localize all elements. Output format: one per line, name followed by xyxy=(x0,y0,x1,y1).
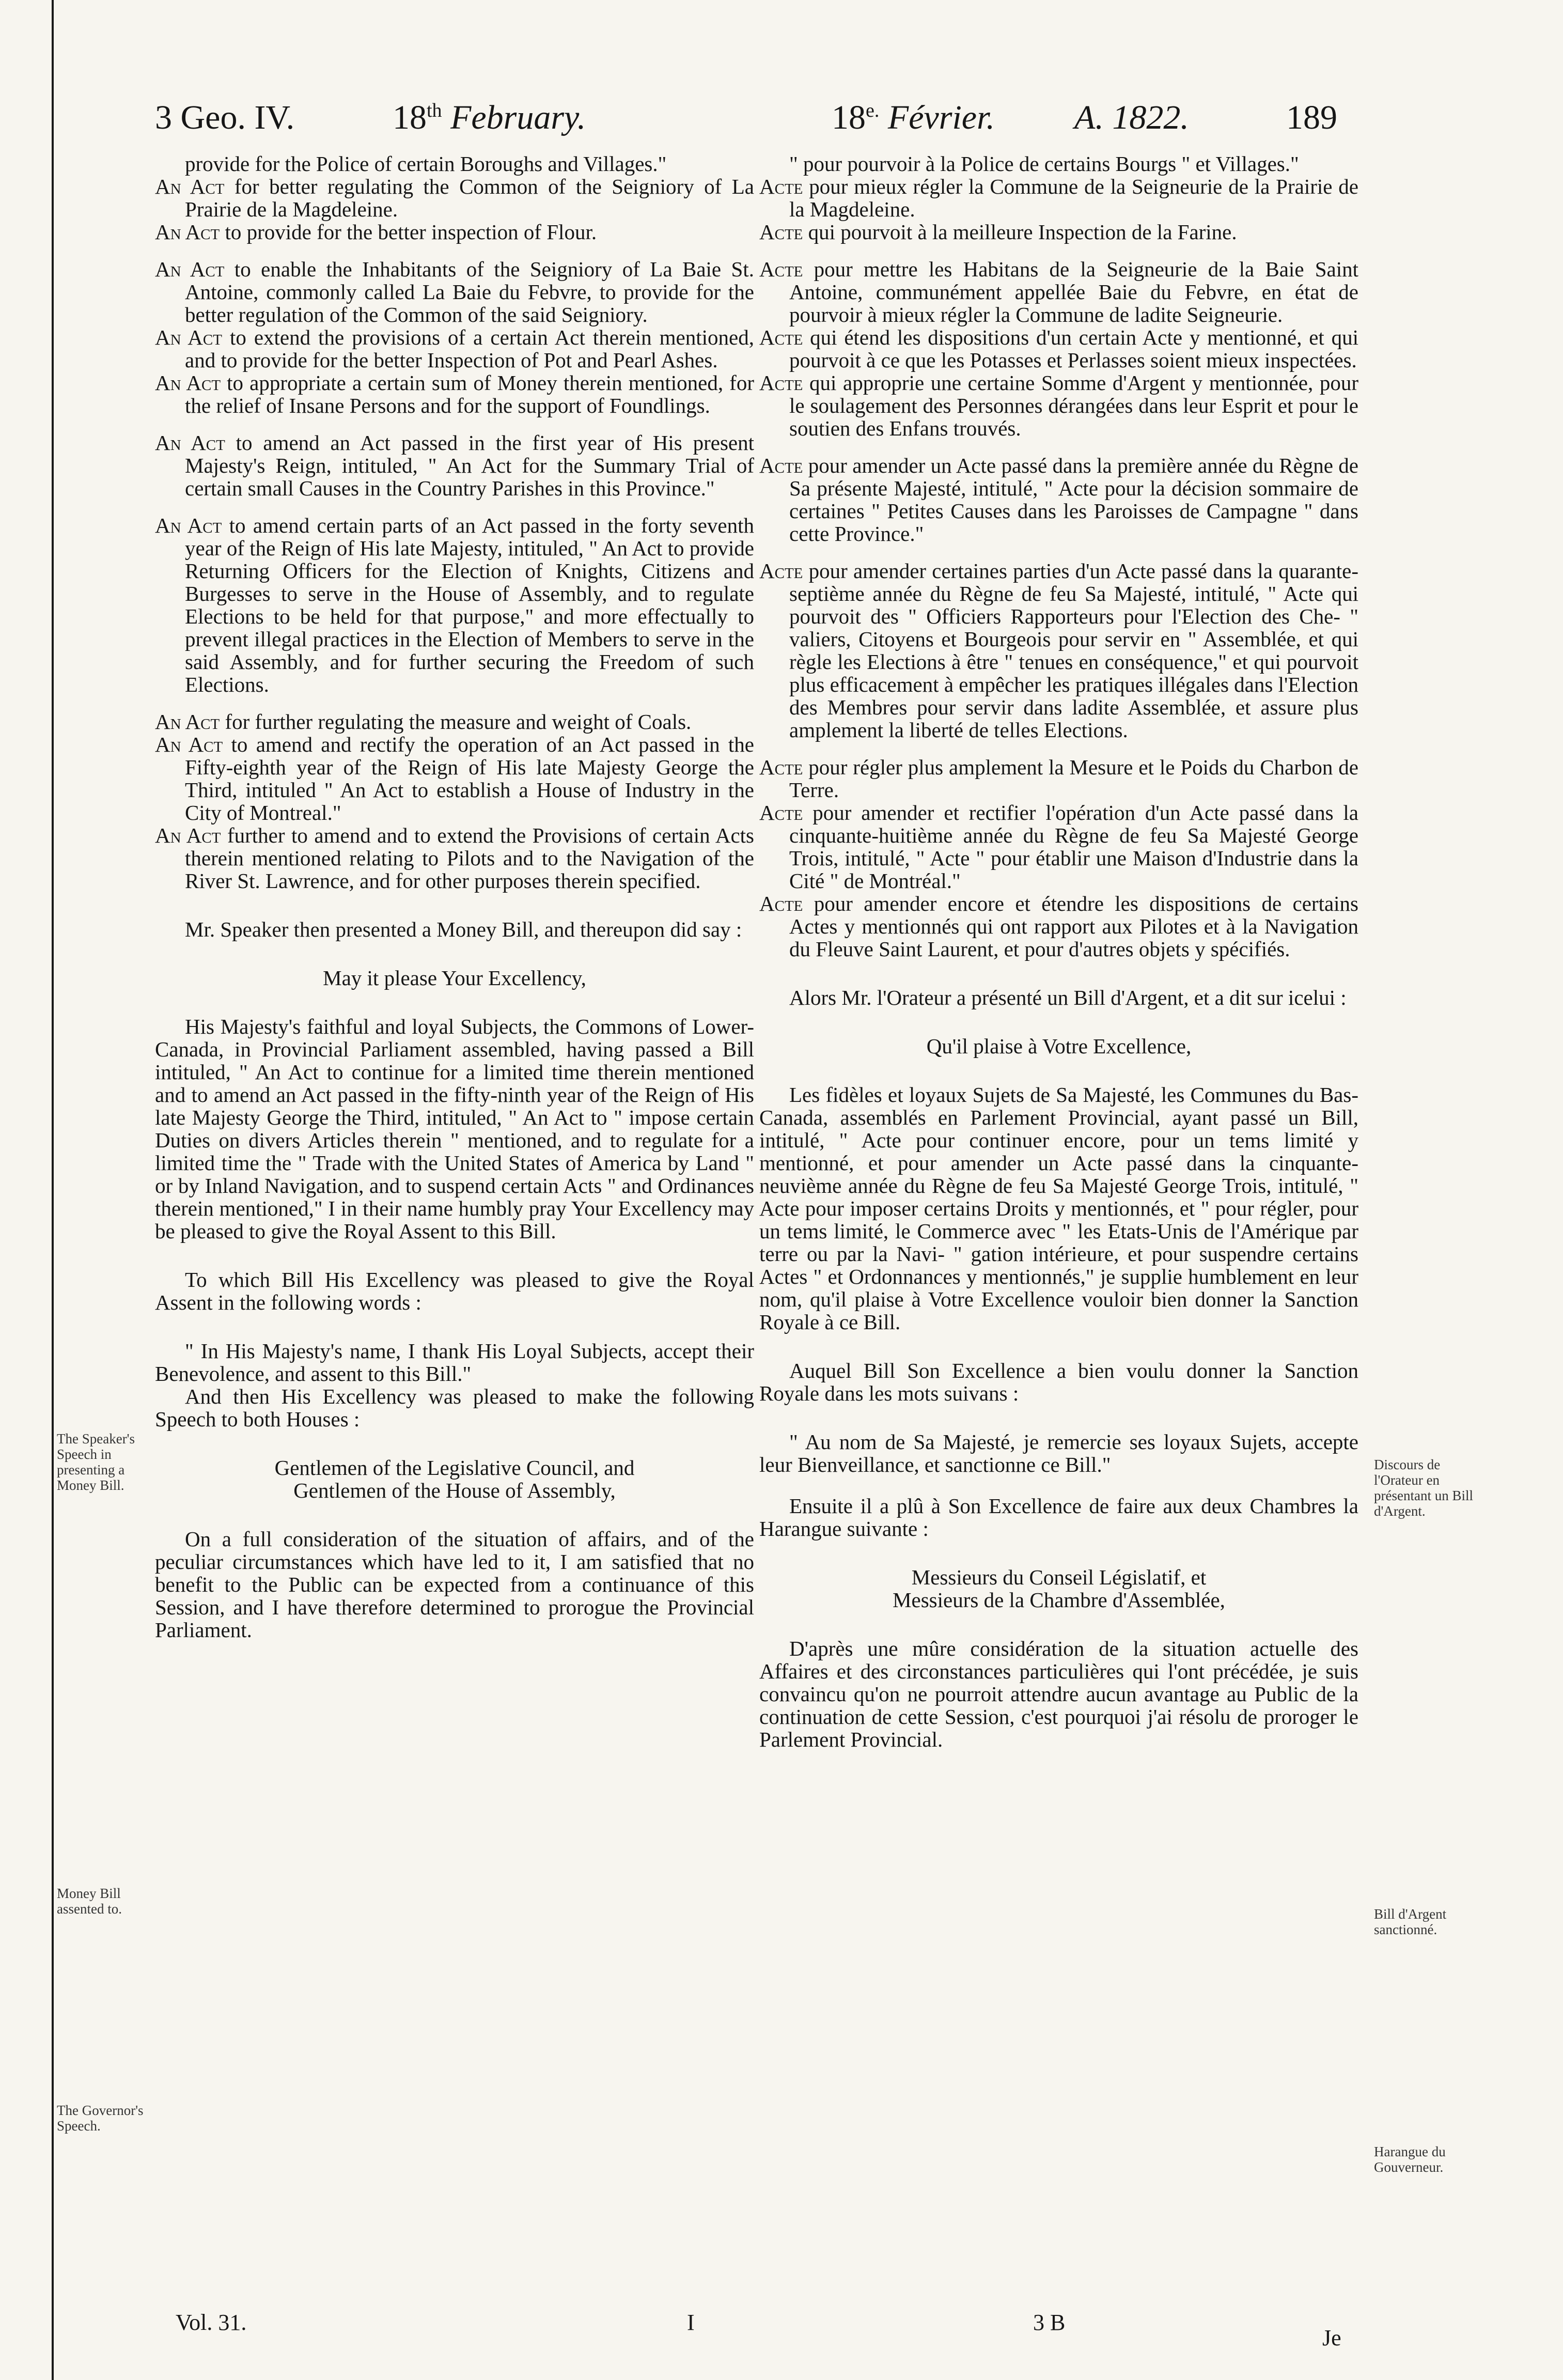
english-column xyxy=(155,152,754,1641)
running-header xyxy=(155,98,1369,155)
act-prefix: An Act xyxy=(155,257,225,281)
margin-note-governor-fr: Harangue du Gouverneur. xyxy=(1374,2144,1446,2175)
date-en: 18th February. xyxy=(393,99,586,136)
french-acts xyxy=(759,152,1358,960)
act-text: to enable the Inhabitants of the Seigniory of La Baie St. Antoine, commonly called La Baie du Febvre, to provide for the better regulation of the Common of the said Seigniory. xyxy=(185,257,754,326)
act-prefix: Acte xyxy=(759,220,803,244)
act-prefix: Acte xyxy=(759,175,803,198)
act-text: pour amender certaines parties d'un Acte passé dans la quarante-septième année du Règne de feu Sa Majesté, intitulé, " Acte qui pourvoit des " Officiers Rapporteurs pour l'Election des Che- " valiers, Citoyens et Bourgeois pour servir en " Assemblée, et qui règle les Elections à être " tenues en conséquence," et qui pourvoit plus efficacement à empêcher les pratiques illégales dans l'Election des Membres pour servir dans ladite Assemblée, et assure plus amplement la liberté de telles Elections. xyxy=(789,559,1358,742)
speaker-intro-fr: Alors Mr. l'Orateur a présenté un Bill d'Argent, et a dit sur icelui : xyxy=(789,986,1347,1009)
act-entry-fr xyxy=(759,756,1358,801)
act-text: to amend an Act passed in the first year of His present Majesty's Reign, intituled, " An Act for the Summary Trial of certain small Causes in the Country Parishes in this Province." xyxy=(185,431,754,500)
act-prefix: Acte xyxy=(759,559,803,583)
assent-en: " In His Majesty's name, I thank His Loyal Subjects, accept their Benevolence, and assent to this Bill." xyxy=(155,1339,754,1386)
salutation-en: May it please Your Excellency, xyxy=(323,966,586,990)
act-entry-fr xyxy=(759,258,1358,326)
act-text: for further regulating the measure and weight of Coals. xyxy=(220,710,692,734)
volume: Vol. 31. xyxy=(176,2310,247,2335)
act-entry-fr xyxy=(759,371,1358,440)
act-prefix: An Act xyxy=(155,431,225,455)
year: A. 1822. xyxy=(1074,99,1189,136)
act-prefix: Acte xyxy=(759,801,803,825)
act-text: to amend certain parts of an Act passed in the forty seventh year of the Reign of His late Majesty, intituled, " An Act to provide Returning Officers for the Election of Knights, Citizens and Burgesses to serve in the House of Assembly, and to regulate Elections to be held for that purpose," and more effectually to prevent illegal practices in the Election of Members to serve in the said Assembly, and for further securing the Freedom of such Elections. xyxy=(185,514,754,696)
act-entry-en xyxy=(155,152,754,175)
catchword: Je xyxy=(1322,2325,1341,2351)
assent-intro-fr: Auquel Bill Son Excellence a bien voulu donner la Sanction Royale dans les mots suivans : xyxy=(759,1359,1358,1405)
act-entry-en xyxy=(155,326,754,371)
act-text: pour amender un Acte passé dans la première année du Règne de Sa présente Majesté, intitulé, " Acte pour la décision sommaire de certaines " Petites Causes dans les Paroisses de Campagne " dans cette Province." xyxy=(789,454,1358,546)
act-text: pour amender et rectifier l'opération d'un Acte passé dans la cinquante-huitième année du Règne de feu Sa Majesté George Trois, intitulé, " Acte " pour établir une Maison d'Industrie dans la Cité " de Montréal." xyxy=(789,801,1358,893)
act-entry-en xyxy=(155,258,754,326)
salutation-fr: Qu'il plaise à Votre Excellence, xyxy=(926,1034,1192,1058)
act-entry-en xyxy=(155,733,754,824)
act-entry-en xyxy=(155,824,754,892)
act-prefix: Acte xyxy=(759,755,803,779)
act-entry-fr xyxy=(759,326,1358,371)
act-entry-en xyxy=(155,371,754,417)
assent-intro-en: To which Bill His Excellency was pleased to give the Royal Assent in the following words : xyxy=(155,1268,754,1314)
governor-speech-fr: D'après une mûre considération de la situation actuelle des Affaires et des circonstances particulières qui l'ont précédée, je suis convaincu qu'on ne pourroit attendre aucun avantage au Public de la continuation de cette Session, c'est pourquoi j'ai résolu de proroger le Parlement Provincial. xyxy=(759,1637,1358,1751)
act-text: qui étend les dispositions d'un certain Acte y mentionné, et qui pourvoit à ce que les Potasses et Perlasses soient mieux inspectées. xyxy=(789,325,1358,372)
signature-left: I xyxy=(687,2310,695,2335)
act-prefix: Acte xyxy=(759,454,803,477)
act-entry-en xyxy=(155,710,754,733)
governor-speech-en: On a full consideration of the situation of affairs, and of the peculiar circumstances which have led to it, I am satisfied that no benefit to the Public can be expected from a continuance of this Session, and I have therefore determined to prorogue the Provincial Parliament. xyxy=(155,1527,754,1642)
act-text: to amend and rectify the operation of an Act passed in the Fifty-eighth year of the Reign of His late Majesty George the Third, intituled " An Act to establish a House of Industry in the City of Montreal." xyxy=(185,733,754,825)
margin-note-speaker-en: The Speaker's Speech in presenting a Money Bill. xyxy=(57,1431,135,1493)
act-text: to provide for the better inspection of Flour. xyxy=(220,220,597,244)
act-prefix: An Act xyxy=(155,220,220,244)
address-1-en: Gentlemen of the Legislative Council, and xyxy=(274,1456,635,1480)
act-entry-fr xyxy=(759,801,1358,892)
act-entry-fr xyxy=(759,559,1358,741)
margin-note-governor-en: The Governor's Speech. xyxy=(57,2103,144,2134)
act-prefix: Acte xyxy=(759,325,803,349)
signature-right: 3 B xyxy=(1033,2310,1066,2335)
binding-edge xyxy=(52,0,54,2380)
act-text: provide for the Police of certain Boroughs and Villages." xyxy=(185,152,667,176)
act-prefix: Acte xyxy=(759,257,803,281)
assent-fr: " Au nom de Sa Majesté, je remercie ses loyaux Sujets, accepte leur Bienveillance, et sanctionne ce Bill." xyxy=(759,1430,1358,1476)
margin-note-assent-en: Money Bill assented to. xyxy=(57,1886,122,1917)
margin-note-speaker-fr: Discours de l'Orateur en présentant un Bill d'Argent. xyxy=(1374,1457,1473,1519)
speaker-speech-fr: Les fidèles et loyaux Sujets de Sa Majesté, les Communes du Bas-Canada, assemblés en Parlement Provincial, ayant passé un Bill, intitulé, " Acte pour continuer encore, pour un tems limité y mentionné, et pour amender un Acte passé dans la cinquante-neuvième année du Règne de feu Sa Majesté George Trois, intitulé, " Acte pour imposer certains Droits y mentionnés, et " pour régler, pour un tems limité, le Commerce avec " les Etats-Unis de l'Amérique par terre ou par la Navi- " gation intérieure, et pour suspendre certains Actes " et Ordonnances y mentionnés," je supplie humblement en leur nom, qu'il plaise à Votre Excellence vouloir bien donner la Sanction Royale à ce Bill. xyxy=(759,1083,1358,1334)
address-2-en: Gentlemen of the House of Assembly, xyxy=(293,1479,616,1502)
address-1-fr: Messieurs du Conseil Législatif, et xyxy=(911,1565,1207,1589)
act-entry-fr xyxy=(759,892,1358,960)
act-text: pour amender encore et étendre les dispositions de certains Actes y mentionnés qui ont rapport aux Pilotes et à la Navigation du Fleuve Saint Laurent, et pour d'autres objets y spécifiés. xyxy=(789,892,1358,961)
reign: 3 Geo. IV. xyxy=(155,99,295,136)
act-text: further to amend and to extend the Provisions of certain Acts therein mentioned relating to Pilots and to the Navigation of the River St. Lawrence, and for other purposes therein specified. xyxy=(185,823,754,893)
act-entry-fr xyxy=(759,175,1358,221)
act-prefix: An Act xyxy=(155,710,220,734)
address-2-fr: Messieurs de la Chambre d'Assemblée, xyxy=(893,1588,1225,1612)
act-text: qui approprie une certaine Somme d'Argent y mentionnée, pour le soulagement des Personnes dérangées dans leur Esprit et pour le soutien des Enfans trouvés. xyxy=(789,371,1358,440)
act-entry-en xyxy=(155,221,754,243)
speech-intro-en: And then His Excellency was pleased to make the following Speech to both Houses : xyxy=(155,1385,754,1431)
act-entry-fr xyxy=(759,454,1358,545)
act-entry-en xyxy=(155,514,754,696)
act-prefix: An Act xyxy=(155,175,225,198)
act-text: " pour pourvoir à la Police de certains Bourgs " et Villages." xyxy=(789,152,1299,176)
speech-intro-fr: Ensuite il a plû à Son Excellence de faire aux deux Chambres la Harangue suivante : xyxy=(759,1494,1358,1541)
act-text: pour régler plus amplement la Mesure et le Poids du Charbon de Terre. xyxy=(789,755,1358,802)
act-prefix: An Act xyxy=(155,371,221,395)
act-text: qui pourvoit à la meilleure Inspection de la Farine. xyxy=(803,220,1237,244)
act-text: pour mieux régler la Commune de la Seigneurie de la Prairie de la Magdeleine. xyxy=(789,175,1358,221)
speaker-speech-en: His Majesty's faithful and loyal Subjects, the Commons of Lower-Canada, in Provincial Parliament assembled, having passed a Bill intituled, " An Act to continue for a limited time therein mentioned and to amend an Act passed in the fifty-ninth year of the Reign of His late Majesty George the Third, intituled, " An Act to " impose certain Duties on divers Articles therein " mentioned, and to regulate for a limited time the " Trade with the United States of America by Land " or by Inland Navigation, and to suspend certain Acts " and Ordinances therein mentioned," I in their name humbly pray Your Excellency may be pleased to give the Royal Assent to this Bill. xyxy=(155,1015,754,1243)
act-prefix: An Act xyxy=(155,823,221,847)
date-fr: $18^{e.}$ Février. xyxy=(832,99,995,136)
act-prefix: Acte xyxy=(759,892,803,915)
english-acts xyxy=(155,152,754,892)
act-entry-en xyxy=(155,175,754,221)
act-text: to extend the provisions of a certain Act therein mentioned, and to provide for the better Inspection of Pot and Pearl Ashes. xyxy=(185,325,754,372)
french-column xyxy=(759,152,1358,1751)
act-entry-fr xyxy=(759,152,1358,175)
act-text: pour mettre les Habitans de la Seigneurie de la Baie Saint Antoine, communément appellée Baie du Febvre, en état de pourvoir à mieux régler la Commune de ladite Seigneurie. xyxy=(789,257,1358,326)
act-prefix: Acte xyxy=(759,371,803,395)
act-prefix: An Act xyxy=(155,325,222,349)
act-entry-en xyxy=(155,431,754,500)
act-prefix: An Act xyxy=(155,514,222,537)
act-entry-fr xyxy=(759,221,1358,243)
speaker-intro-en: Mr. Speaker then presented a Money Bill, and thereupon did say : xyxy=(185,917,742,941)
margin-note-assent-fr: Bill d'Argent sanctionné. xyxy=(1374,1906,1447,1937)
act-text: to appropriate a certain sum of Money therein mentioned, for the relief of Insane Persons and for the support of Foundlings. xyxy=(185,371,754,417)
act-prefix: An Act xyxy=(155,733,223,756)
act-text: for better regulating the Common of the Seigniory of La Prairie de la Magdeleine. xyxy=(185,175,754,221)
page-number: 189 xyxy=(1286,99,1337,136)
